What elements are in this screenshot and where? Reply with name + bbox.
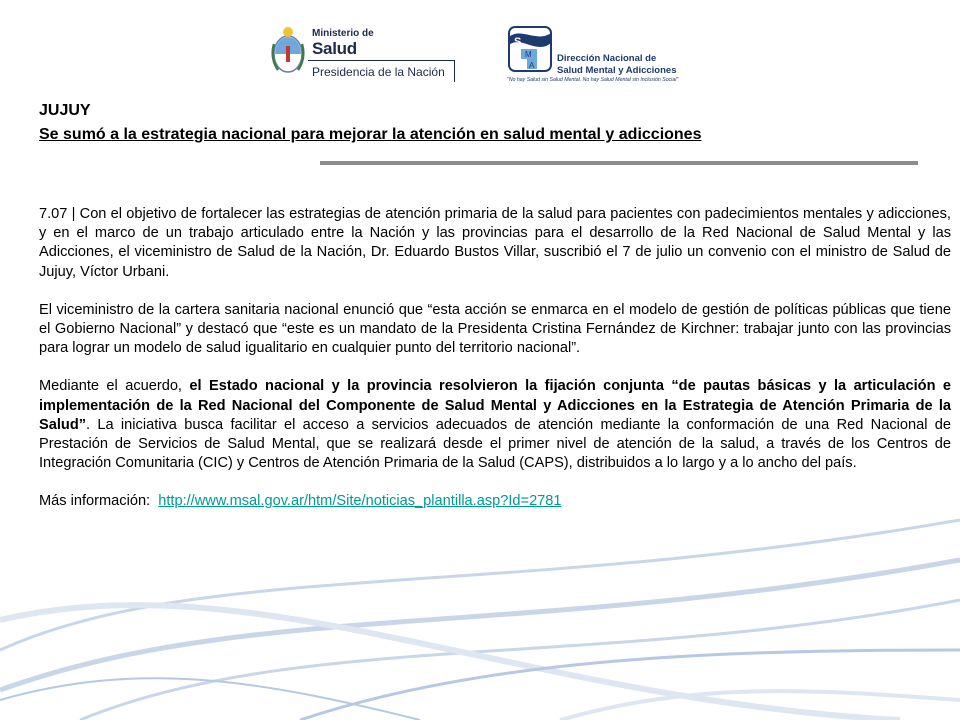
paragraph-3-intro: Mediante el acuerdo,	[39, 378, 190, 395]
region-label: JUJUY	[39, 102, 91, 119]
more-info-link[interactable]: http://www.msal.gov.ar/htm/Site/noticias_plantilla.asp?Id=2781	[158, 493, 562, 510]
article-headline: Se sumó a la estrategia nacional para mejorar la atención en salud mental y adicciones	[39, 126, 702, 143]
ministerio-line3: Presidencia de la Nación	[312, 65, 445, 79]
ministerio-divider	[308, 60, 455, 61]
paragraph-1: 7.07 | Con el objetivo de fortalecer las estrategias de atención primaria de la salud para pacientes con padecimientos mentales y adicciones, y en el marco de un trabajo articulado entre la Nación y las provincias para el desarrollo de la Red Nacional de Salud Mental y las Adicciones, el viceministro de Salud de la Nación, Dr. Eduardo Bustos Villar, suscribió el 7 de julio un convenio con el ministro de Salud de Jujuy, Víctor Urbani.	[39, 206, 951, 280]
ministerio-line1: Ministerio de	[312, 28, 374, 39]
headline-rule	[320, 161, 918, 165]
ministerio-divider-vertical	[454, 60, 455, 82]
paragraph-2: El viceministro de la cartera sanitaria nacional enunció que “esta acción se enmarca en el modelo de gestión de políticas públicas que tiene el Gobierno Nacional” y destacó que “este es un mandato de la Presidenta Cristina Fernández de Kirchner: trabajar junto con las provincias para lograr un modelo de salud igualitario en cualquier punto del territorio nacional”.	[39, 301, 951, 357]
ministerio-line2: Salud	[312, 39, 357, 58]
direccion-line1: Dirección Nacional de	[557, 53, 657, 64]
sma-letter-m: M	[525, 50, 532, 59]
direccion-line2: Salud Mental y Adicciones	[557, 65, 677, 76]
ministerio-salud-logo	[270, 24, 460, 86]
sma-letter-a: A	[529, 61, 535, 70]
sma-emblem-icon	[507, 25, 553, 73]
paragraph-3-bold: el Estado nacional y la provincia resolvieron la fijación conjunta “de pautas básicas y la articulación e implementación de la Red Nacional del Componente de Salud Mental y Adicciones en la Estrategia de Atención Primaria de la Salud”	[39, 378, 951, 433]
more-info-label: Más información:	[39, 493, 151, 510]
article-body	[39, 205, 951, 531]
paragraph-3-rest: . La iniciativa busca facilitar el acceso a servicios adecuados de atención mediante la conformación de una Red Nacional de Prestación de Servicios de Salud Mental, que se realizará desde el primer nivel de atención de la salud, a través de los Centros de Integración Comunitaria (CIC) y Centros de Atención Primaria de la Salud (CAPS), distribuidos a lo largo y a lo ancho del país.	[39, 416, 951, 472]
paragraph-3	[39, 377, 951, 473]
direccion-salud-mental-logo	[507, 25, 707, 87]
sma-letter-s: S	[514, 36, 522, 48]
direccion-tagline: "No hay Salud sin Salud Mental. No hay Salud Mental sin Inclusión Social"	[507, 77, 679, 83]
more-info	[39, 492, 951, 511]
argentina-coat-of-arms-icon	[270, 24, 306, 80]
